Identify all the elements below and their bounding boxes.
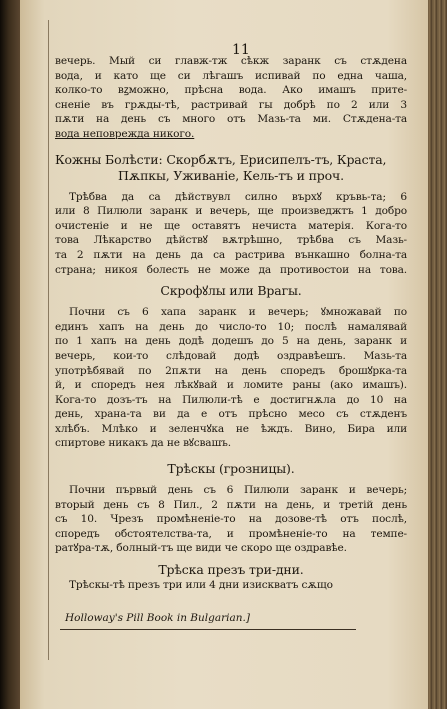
text-line: вечерь, кои-то слѣдовай додѣ оздравѣешъ. Мазь-та bbox=[55, 349, 407, 362]
text-line: очистеніе и не ще оставятъ нечиста матерія. Кога-то bbox=[55, 219, 407, 232]
text-line: пѫти на день съ много отъ Мазь-та ми. Стѫдена-та bbox=[55, 113, 407, 126]
paragraph-2 bbox=[55, 190, 407, 278]
heading-line: Трѣскы (грозницы). bbox=[167, 461, 295, 477]
paragraph-3 bbox=[55, 305, 407, 451]
paragraph-5 bbox=[55, 578, 407, 593]
margin-rule bbox=[48, 20, 49, 660]
footer-rule bbox=[60, 629, 356, 630]
section-heading-skin bbox=[55, 152, 407, 184]
heading-line: Кожны Болѣсти: Скорбѫтъ, Ерисипелъ-тъ, Краста, bbox=[55, 151, 387, 167]
text-line: Трѣбва да са дѣйствувл силно върхꙋ кръвь-та; 6 bbox=[69, 190, 407, 203]
paragraph-1 bbox=[55, 54, 407, 142]
text-line: Кога-то дозъ-тъ на Пилюли-тѣ е достигнѫла до 10 на bbox=[55, 393, 407, 406]
heading-line: Пѫпкы, Уживаніе, Кель-тъ и проч. bbox=[118, 167, 344, 183]
book-title-footer: Holloway's Pill Book in Bulgarian.] bbox=[65, 612, 250, 624]
book-spine bbox=[0, 0, 20, 709]
page-number: 11 bbox=[232, 42, 250, 58]
text-line: й, и споредъ нея лѣкꙋвай и ломите раны (ако имашъ). bbox=[55, 379, 407, 392]
paragraph-4 bbox=[55, 483, 407, 556]
heading-line: Скрофꙋлы или Врагы. bbox=[160, 283, 302, 299]
text-line: день, храна-та ви да е отъ прѣсно месо съ стѫденъ bbox=[55, 408, 407, 421]
section-heading-tertian bbox=[55, 562, 407, 578]
page-text bbox=[55, 40, 407, 593]
text-line: вторый день съ 8 Пил., 2 пѫти на день, и третій день bbox=[55, 498, 407, 511]
text-line: страна; никоя болесть не може да противостои на това. bbox=[55, 263, 407, 276]
text-line: вода, и като ще си лѣгашъ испивай по една чаша, bbox=[55, 69, 407, 82]
page-edges bbox=[428, 0, 447, 709]
text-line: колко-то вꙁможно, прѣсна вода. Ако имашъ прите- bbox=[55, 84, 407, 97]
text-line: единъ хапъ на день до число-то 10; послѣ намалявай bbox=[55, 320, 407, 333]
text-line: Почни съ 6 хапа заранк и вечерь; ꙋмножавай по bbox=[69, 306, 407, 319]
text-line: ратꙋра-тѫ, болный-тъ ще види че скоро ще оздравѣе. bbox=[55, 542, 347, 555]
text-line: или 8 Пилюли заранк и вечерь, ще произведжтъ 1 добро bbox=[55, 205, 407, 218]
text-line: Трѣскы-тѣ презъ три или 4 дни изискватъ сѫщо bbox=[69, 579, 333, 592]
text-line: това Лѣкарство дѣйствꙋ вѫтрѣшно, трѣбва съ Мазь- bbox=[55, 234, 407, 247]
text-line: вода неповрежда никого. bbox=[55, 127, 195, 140]
text-line: употрѣбявай по 2пѫти на день споредъ брошꙋрка-та bbox=[55, 364, 407, 377]
heading-line: Трѣска презъ три-дни. bbox=[158, 562, 304, 578]
text-line: по 1 хапъ на день додѣ додешъ до 5 на день, заранк и bbox=[55, 335, 407, 348]
text-line: споредъ обстоятелства-та, и промѣненіе-то на темпе- bbox=[55, 527, 407, 540]
text-line: хлѣбъ. Млѣко и зеленчꙋка не ѣждъ. Вино, Бира или bbox=[55, 422, 407, 435]
section-heading-scrofula bbox=[55, 283, 407, 299]
text-line: сненіе въ грѫды-тѣ, растривай гы добрѣ по 2 или 3 bbox=[55, 98, 407, 111]
text-line: вечерь. Мый си главж-тж сѣкж заранк съ стѫдена bbox=[55, 55, 407, 67]
text-line: спиртове никакъ да не вꙋсвашъ. bbox=[55, 437, 231, 450]
section-heading-fevers bbox=[55, 461, 407, 477]
text-line: съ 10. Чрезъ промѣненіе-то на дозове-тѣ отъ послѣ, bbox=[55, 513, 407, 526]
text-line: та 2 пѫти на день да са растрива вънкашно болна-та bbox=[55, 248, 407, 261]
text-line: Почни първый день съ 6 Пилюли заранк и вечерь; bbox=[69, 484, 407, 497]
